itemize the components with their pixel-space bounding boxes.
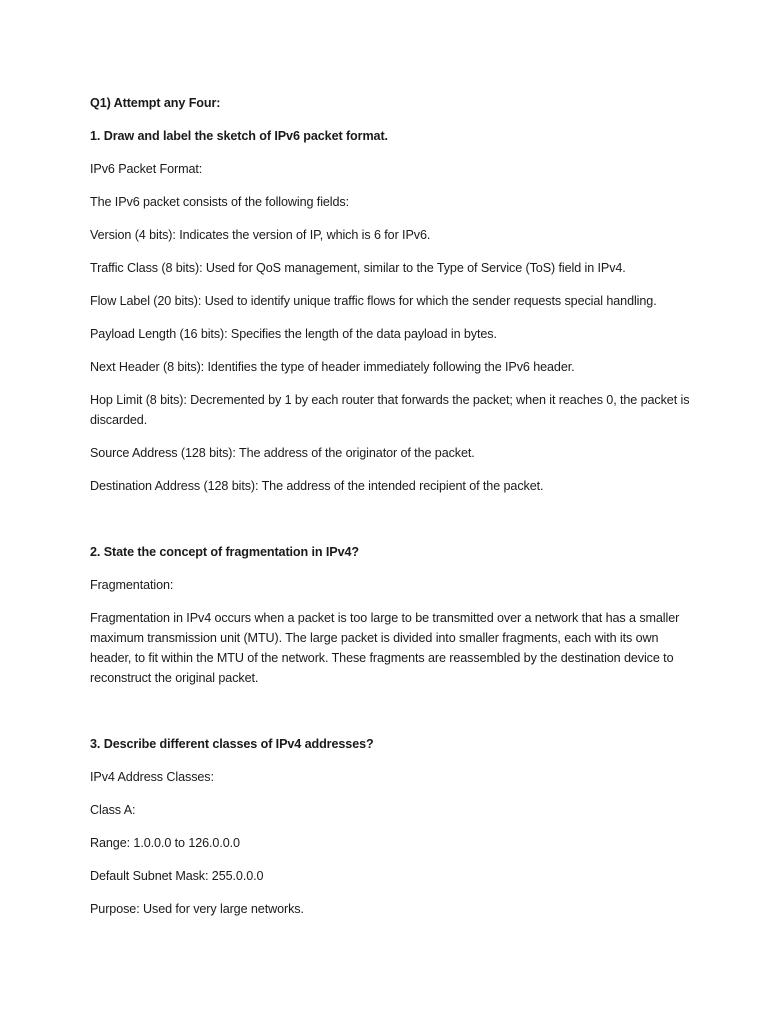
field-next-header: Next Header (8 bits): Identifies the type of header immediately following the IPv6 header. (90, 360, 575, 374)
question-3-subheading: IPv4 Address Classes: (90, 770, 214, 784)
class-a-mask: Default Subnet Mask: 255.0.0.0 (90, 869, 264, 883)
field-traffic-class: Traffic Class (8 bits): Used for QoS management, similar to the Type of Service (ToS) field in IPv4. (90, 261, 626, 275)
question-2-body: Fragmentation in IPv4 occurs when a packet is too large to be transmitted over a network that has a smaller maximum transmission unit (MTU). The large packet is divided into smaller fragments, each with its own header, to fit within the MTU of the network. These fragments are reassembled by the destination device to reconstruct the original packet. (90, 611, 680, 685)
question-3-title: 3. Describe different classes of IPv4 addresses? (90, 737, 374, 751)
field-flow-label: Flow Label (20 bits): Used to identify unique traffic flows for which the sender requests special handling. (90, 294, 657, 308)
question-1-title: 1. Draw and label the sketch of IPv6 packet format. (90, 129, 388, 143)
field-destination-address: Destination Address (128 bits): The address of the intended recipient of the packet. (90, 479, 544, 493)
field-version: Version (4 bits): Indicates the version of IP, which is 6 for IPv6. (90, 228, 431, 242)
field-hop-limit: Hop Limit (8 bits): Decremented by 1 by each router that forwards the packet; when it reaches 0, the packet is discarded. (90, 393, 690, 427)
spacer (90, 701, 690, 734)
question-1-intro: The IPv6 packet consists of the following fields: (90, 195, 350, 209)
field-payload-length: Payload Length (16 bits): Specifies the length of the data payload in bytes. (90, 327, 497, 341)
question-2-subheading: Fragmentation: (90, 578, 174, 592)
spacer (90, 509, 690, 542)
class-a-range: Range: 1.0.0.0 to 126.0.0.0 (90, 836, 240, 850)
question-1-subheading: IPv6 Packet Format: (90, 162, 203, 176)
class-a-purpose: Purpose: Used for very large networks. (90, 902, 304, 916)
document-body (90, 93, 690, 932)
field-source-address: Source Address (128 bits): The address of the originator of the packet. (90, 446, 475, 460)
question-2-title: 2. State the concept of fragmentation in IPv4? (90, 545, 360, 559)
section-heading: Q1) Attempt any Four: (90, 96, 221, 110)
class-a-label: Class A: (90, 803, 136, 817)
